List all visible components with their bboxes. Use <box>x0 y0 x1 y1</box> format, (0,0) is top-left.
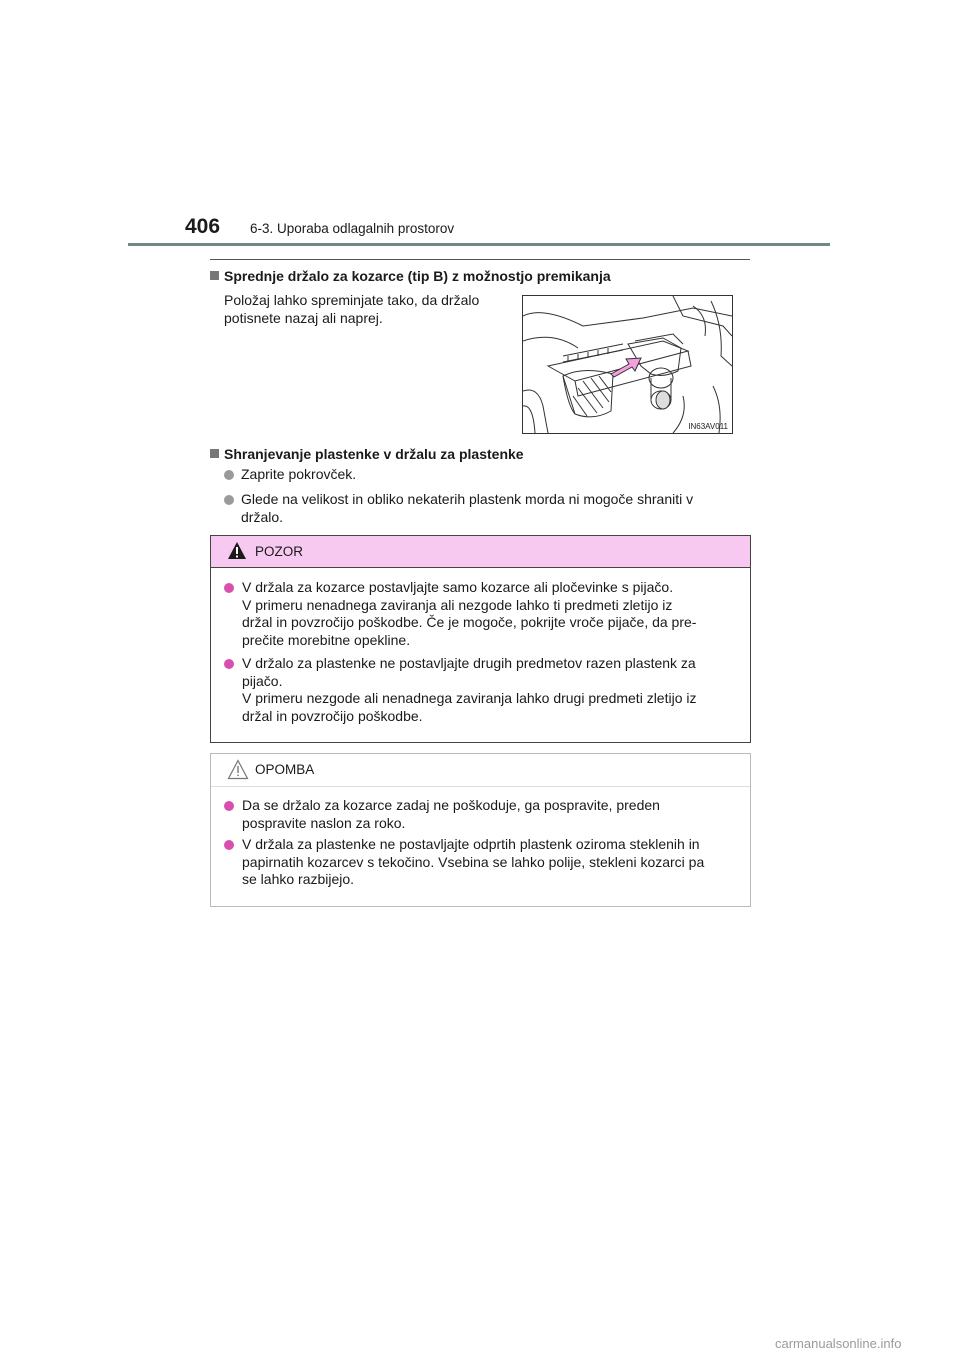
description-line: Položaj lahko spreminjate tako, da držalo <box>224 292 480 308</box>
notice-text: pospravite naslon za roko. <box>242 814 406 831</box>
caution-item <box>224 579 743 649</box>
page-number: 406 <box>185 215 221 238</box>
list-item <box>224 466 750 484</box>
watermark: carmanualsonline.info <box>775 1336 902 1351</box>
notice-item <box>224 797 743 832</box>
cup-holder-heading-text: Sprednje držalo za kozarce (tip B) z možnostjo premikanja <box>224 268 611 284</box>
notice-box <box>210 753 751 907</box>
caution-text: V držala za kozarce postavljajte samo kozarce ali pločevinke s pijačo. <box>242 579 674 595</box>
bullet-icon <box>224 470 234 480</box>
console-cup-holder-drawing <box>523 296 732 433</box>
square-bullet-icon <box>210 449 219 458</box>
caution-text: držal in povzročijo poškodbe. Če je mogoče, pokrijte vroče pijače, da pre- <box>242 614 697 630</box>
caution-header <box>211 536 750 568</box>
section-divider <box>210 259 750 260</box>
list-item-text: Glede na velikost in obliko nekaterih plastenk morda ni mogoče shraniti v <box>241 491 694 507</box>
caution-box <box>210 535 751 743</box>
figure-code: IN63AV011 <box>688 422 728 431</box>
notice-label: OPOMBA <box>255 762 315 777</box>
cup-holder-heading <box>210 268 611 284</box>
section-title: 6-3. Uporaba odlagalnih prostorov <box>250 221 455 236</box>
notice-header <box>211 754 750 787</box>
cup-holder-illustration <box>522 295 733 434</box>
caution-label: POZOR <box>255 544 304 559</box>
header-rule <box>128 243 830 246</box>
notice-item <box>224 836 743 889</box>
bottle-holder-heading <box>210 446 524 462</box>
notice-text: V držala za plastenke ne postavljajte odprtih plastenk oziroma steklenih in <box>242 836 700 852</box>
notice-text: se lahko razbijejo. <box>242 871 355 887</box>
square-bullet-icon <box>210 271 219 280</box>
caution-item <box>224 655 743 725</box>
bullet-icon <box>224 840 234 850</box>
bottle-holder-heading-text: Shranjevanje plastenke v držalu za plastenke <box>224 446 524 462</box>
bullet-icon <box>224 583 234 593</box>
cup-holder-description <box>224 292 479 327</box>
caution-text: V primeru nenadnega zaviranja ali nezgode lahko ti predmeti zletijo iz <box>242 596 673 613</box>
list-item <box>224 491 750 526</box>
notice-text: papirnatih kozarcev s tekočino. Vsebina se lahko polije, stekleni kozarci pa <box>242 853 705 870</box>
caution-text: pijačo. <box>242 672 283 689</box>
list-item-text: Zaprite pokrovček. <box>241 466 357 482</box>
bullet-icon <box>224 495 234 505</box>
bullet-icon <box>224 659 234 669</box>
notice-triangle-icon <box>227 759 249 780</box>
warning-triangle-icon <box>227 541 247 560</box>
list-item-text: držalo. <box>241 508 284 525</box>
caution-text: prečite morebitne opekline. <box>242 631 411 648</box>
caution-text: držal in povzročijo poškodbe. <box>242 707 423 724</box>
caution-text: V primeru nezgode ali nenadnega zaviranja lahko drugi predmeti zletijo iz <box>242 690 697 706</box>
notice-text: Da se držalo za kozarce zadaj ne poškoduje, ga pospravite, preden <box>242 797 660 813</box>
bullet-icon <box>224 801 234 811</box>
caution-text: V držalo za plastenke ne postavljajte drugih predmetov razen plastenk za <box>242 655 696 671</box>
description-line: potisnete nazaj ali naprej. <box>224 309 383 326</box>
